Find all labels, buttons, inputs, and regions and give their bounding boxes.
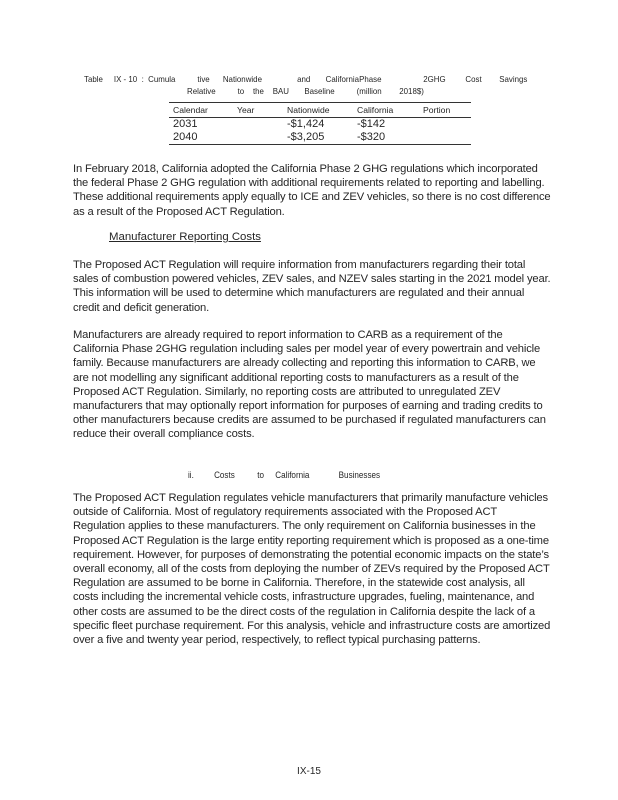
cell-year — [233, 118, 283, 132]
table-row — [169, 118, 471, 132]
table-caption-line1: Table IX - 10 : Cumula tive Nationwide and CaliforniaPhase 2GHG Cost Savings — [84, 74, 528, 84]
table-caption — [84, 73, 528, 97]
savings-table — [169, 102, 471, 145]
paragraph-existing-reporting: Manufacturers are already required to report information to CARB as a requirement of the California Phase 2GHG regulation including sales per model year of every powertrain and vehicle family. Because manufacturers are already collecting and reporting this information to CARB, we are not modelling any significant additional reporting costs to manufacturers as a result of the Proposed ACT Regulation. Similarly, no reporting costs are attributed to unregulated ZEV manufacturers that may optionally report information for purposes of earning and trading credits to other manufacturers because credits are assumed to be purchased if regulated manufacturers can reduce their overall compliance costs. — [73, 329, 546, 441]
header-calendar: Calendar — [169, 103, 233, 118]
cell-portion — [419, 118, 471, 132]
table-row — [169, 131, 471, 145]
header-portion: Portion — [419, 103, 471, 118]
cell-calendar: 2040 — [169, 131, 233, 145]
cell-portion — [419, 131, 471, 145]
table-header-row — [169, 103, 471, 118]
header-nationwide: Nationwide — [283, 103, 353, 118]
cell-calendar: 2031 — [173, 118, 198, 130]
cell-year — [233, 131, 283, 145]
header-year: Year — [233, 103, 283, 118]
page-number: IX-15 — [297, 766, 321, 777]
header-california: California — [353, 103, 419, 118]
paragraph-reporting-requirements: The Proposed ACT Regulation will require information from manufacturers regarding their total sales of combustion powered vehicles, ZEV sales, and NZEV sales starting in the 2021 model year. This information will be used to determine which manufacturers are regulated and their annual credit and deficit generation. — [73, 259, 551, 314]
table-caption-line2: Relative to the BAU Baseline (million 2018$) — [187, 86, 424, 96]
section-heading-california-businesses: ii. Costs to California Businesses — [188, 470, 381, 480]
paragraph-costs-to-businesses: The Proposed ACT Regulation regulates vehicle manufacturers that primarily manufacture vehicles outside of California. Most of regulatory requirements associated with the Proposed ACT Regulation applies to these manufacturers. The only requirement on California businesses in the Proposed ACT Regulation is the large entity reporting requirement which is proposed as a one-time requirement. However, for purposes of demonstrating the potential economic impacts on the state’s overall economy, all of the costs from deploying the number of ZEVs required by the Proposed ACT Regulation are assumed to be borne in California. Therefore, in the statewide cost analysis, all costs including the incremental vehicle costs, infrastructure upgrades, fueling, maintenance, and other costs are assumed to be the direct costs of the regulation in California despite the lack of a specific fleet purchase requirement. For this analysis, vehicle and infrastructure costs are amortized over a five and twenty year period, respectively, to reflect typical purchasing patterns. — [73, 492, 551, 647]
section-heading-manufacturer-reporting: Manufacturer Reporting Costs — [109, 231, 261, 243]
paragraph-phase2-regulations: In February 2018, California adopted the California Phase 2 GHG regulations which incorporated the federal Phase 2 GHG regulation with additional requirements related to reporting and labelling. These additional requirements apply equally to ICE and ZEV vehicles, so there is no cost difference as a result of the Proposed ACT Regulation. — [73, 163, 551, 218]
cell-california: -$142 — [357, 118, 386, 130]
cell-nationwide: -$1,424 — [287, 118, 325, 130]
cell-california: -$320 — [353, 131, 419, 145]
cell-nationwide: -$3,205 — [283, 131, 353, 145]
